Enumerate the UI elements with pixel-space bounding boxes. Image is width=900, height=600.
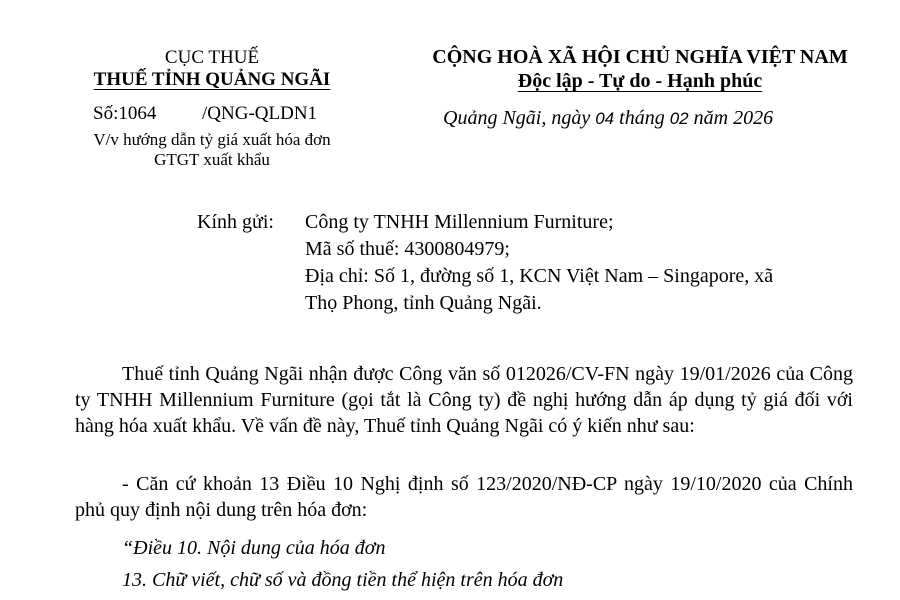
body-paragraph-2: - Căn cứ khoản 13 Điều 10 Nghị định số 123/2020/NĐ-CP ngày 19/10/2020 của Chính phủ quy định nội dung trên hóa đơn:: [75, 473, 853, 521]
doc-number-value: 1064: [118, 103, 157, 124]
national-motto-text: Độc lập - Tự do - Hạnh phúc: [517, 70, 763, 92]
date-month-label: tháng: [619, 107, 665, 129]
issuing-agency-block: [62, 47, 362, 91]
body-paragraph-1: Thuế tỉnh Quảng Ngãi nhận được Công văn số 012026/CV-FN ngày 19/01/2026 của Công ty TNHH Millennium Furniture (gọi tắt là Công ty) đề nghị hướng dẫn áp dụng tỷ giá đối với hàng hóa xuất khẩu. Về vấn đề này, Thuế tỉnh Quảng Ngãi có ý kiến như sau:: [75, 363, 853, 437]
recipient-label: Kính gửi:: [197, 211, 274, 233]
date-place: Quảng Ngãi, ngày: [443, 107, 591, 129]
document-subject: [62, 130, 362, 170]
document-number: [93, 103, 156, 125]
quote-clause-title: 13. Chữ viết, chữ số và đồng tiền thể hiện trên hóa đơn: [122, 569, 564, 591]
agency-name: [62, 69, 362, 91]
document-code: /QNG-QLDN1: [202, 103, 318, 124]
national-motto: [395, 69, 885, 93]
date-year: năm 2026: [693, 107, 774, 129]
date-day: 04: [595, 109, 615, 128]
recipient-address-line2: Thọ Phong, tỉnh Quảng Ngãi.: [305, 292, 542, 314]
recipient-tax-code: Mã số thuế: 4300804979;: [305, 238, 510, 260]
issue-date: [443, 107, 773, 130]
date-month: 02: [669, 109, 689, 128]
subject-line-2: GTGT xuất khẩu: [154, 150, 270, 169]
doc-number-label: Số:: [93, 103, 119, 124]
quote-article-title: “Điều 10. Nội dung của hóa đơn: [122, 537, 386, 559]
national-title-block: [395, 45, 885, 93]
recipient-address-line1: Địa chỉ: Số 1, đường số 1, KCN Việt Nam – Singapore, xã: [305, 265, 774, 287]
subject-line-1: V/v hướng dẫn tỷ giá xuất hóa đơn: [93, 130, 331, 149]
country-name: CỘNG HOÀ XÃ HỘI CHỦ NGHĨA VIỆT NAM: [432, 46, 848, 68]
parent-agency: CỤC THUẾ: [164, 47, 260, 68]
agency-name-text: THUẾ TỈNH QUẢNG NGÃI: [93, 69, 331, 90]
recipient-company: Công ty TNHH Millennium Furniture;: [305, 211, 614, 233]
